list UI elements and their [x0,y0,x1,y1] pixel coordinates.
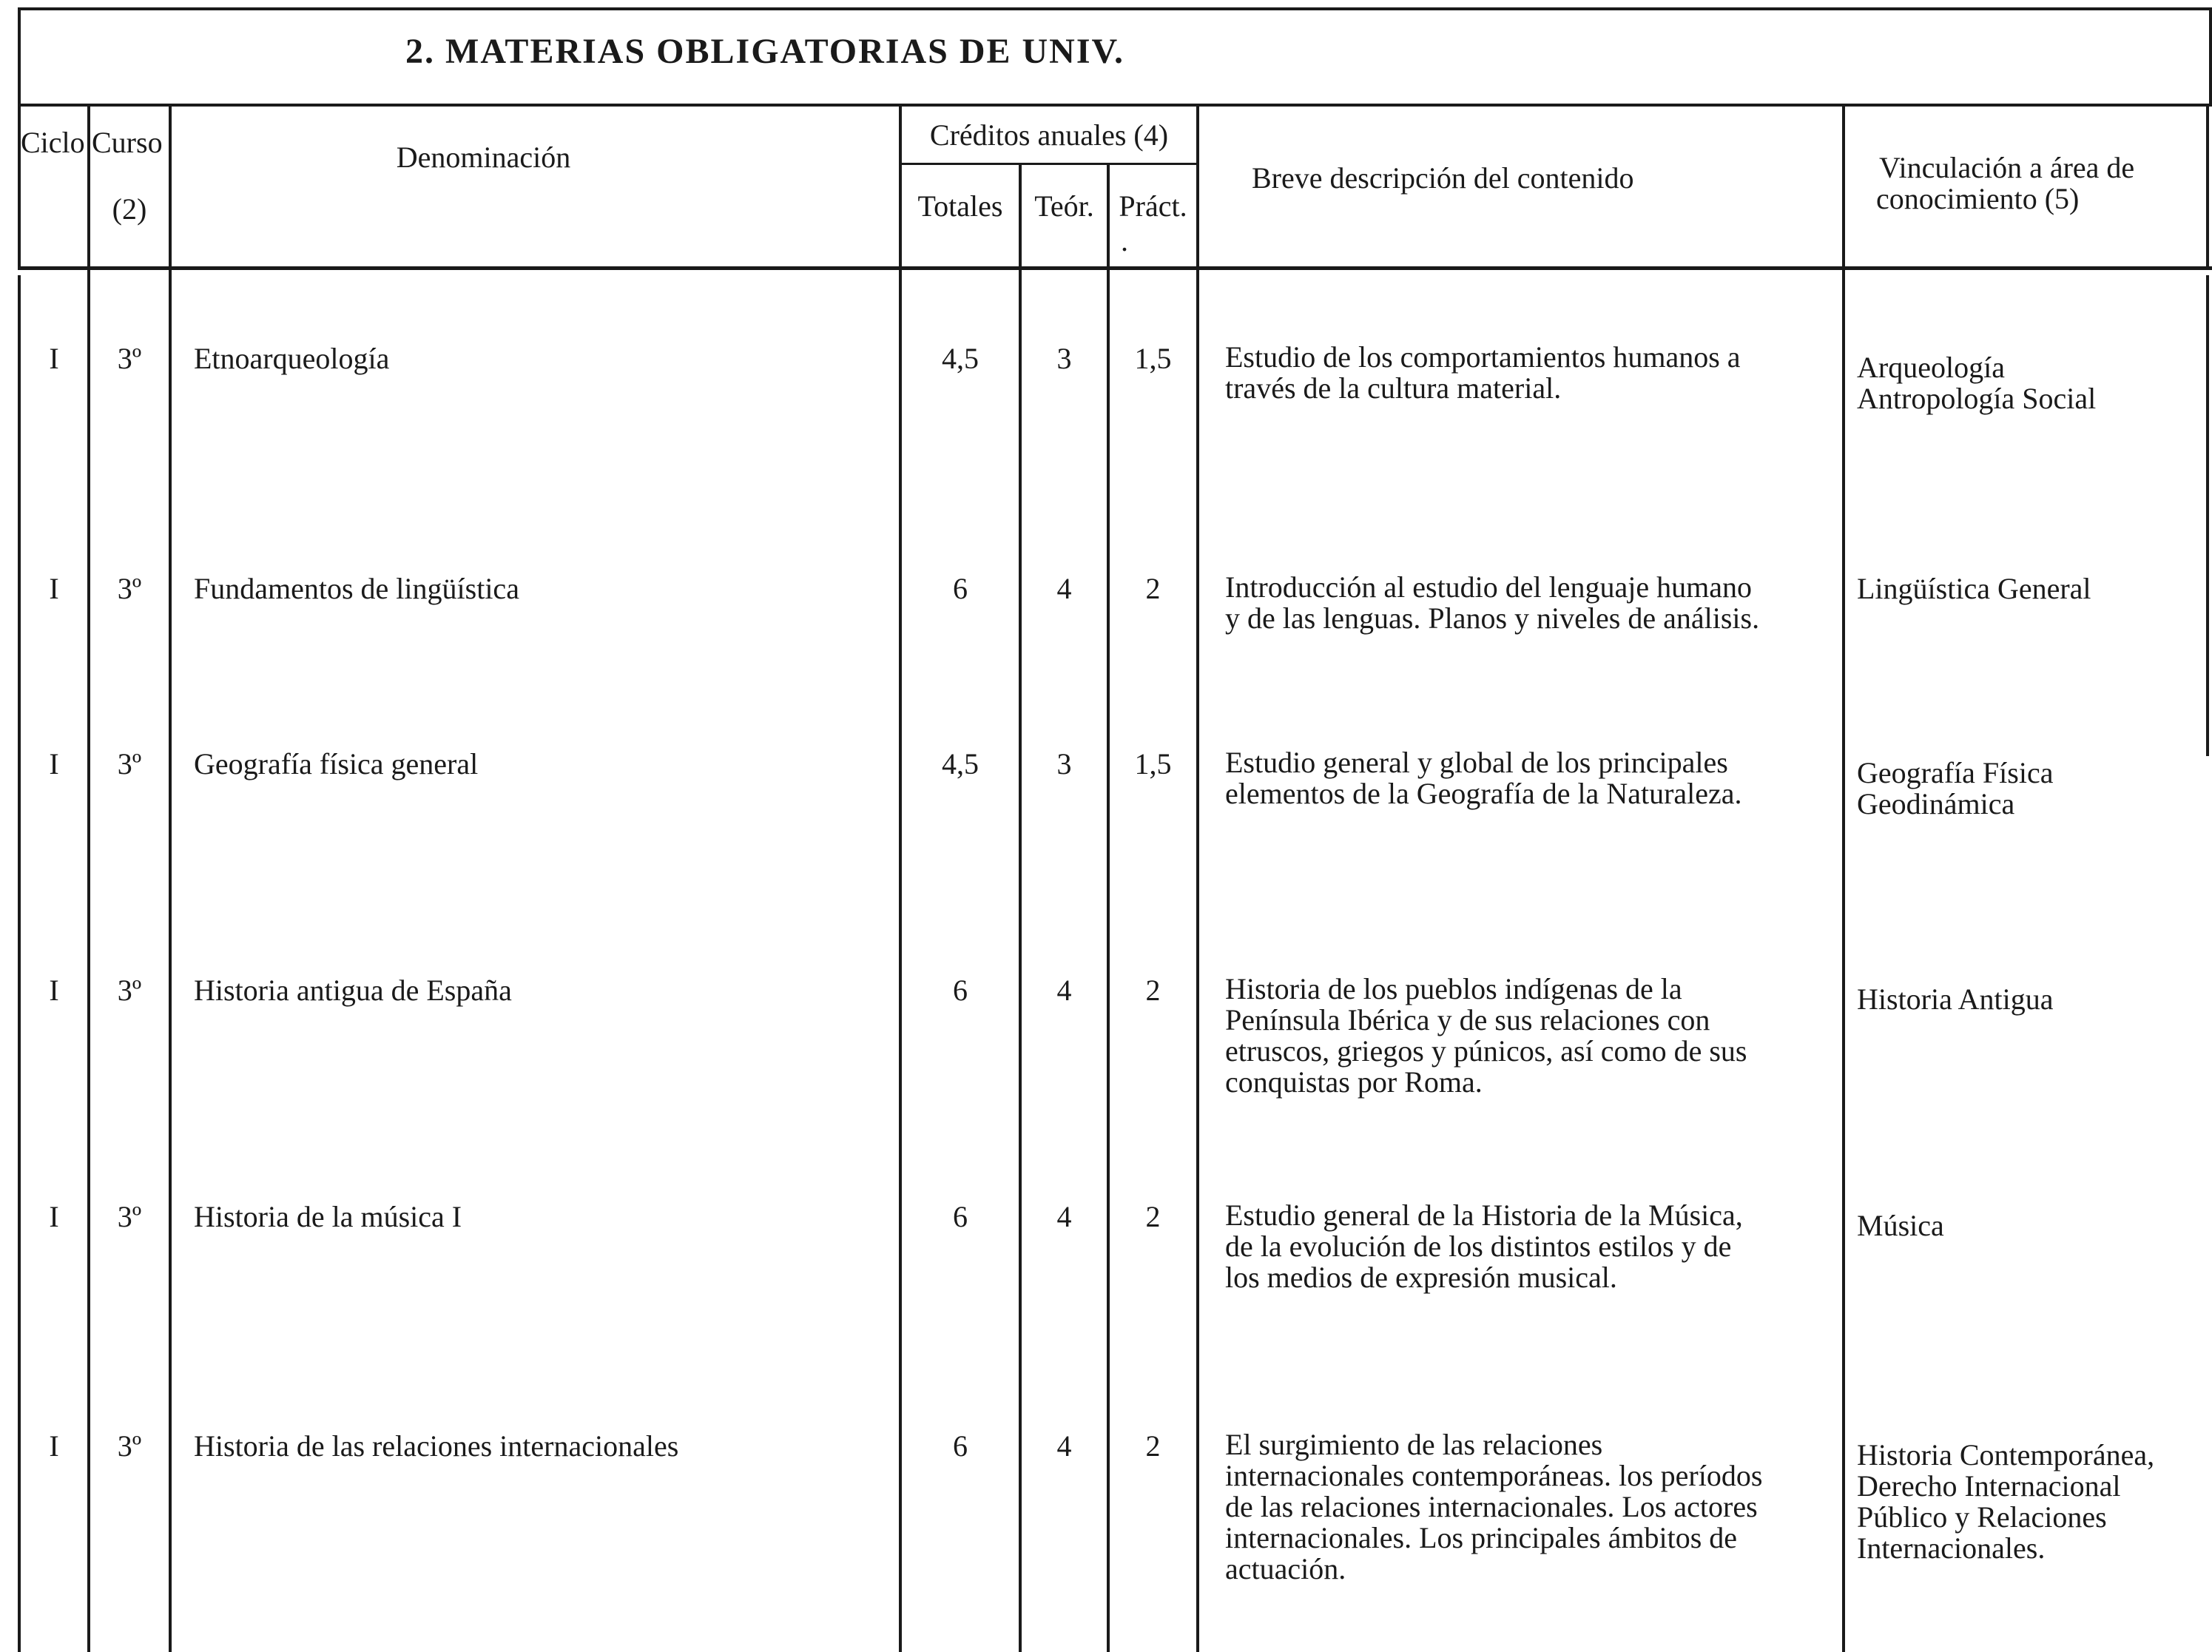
row-denominacion: Historia de las relaciones internacionales [194,1429,679,1463]
row-curso: 3º [117,572,142,605]
row-descripcion-line: conquistas por Roma. [1225,1065,1483,1099]
row-descripcion-line: elementos de la Geografía de la Naturaleza. [1225,777,1742,810]
row-area-line: Lingüística General [1857,572,2091,605]
rule-right-body [2206,275,2209,756]
row-descripcion-line: Península Ibérica y de sus relaciones con [1225,1003,1710,1036]
rule-creditos-split [899,163,1198,165]
row-ciclo: I [49,747,59,781]
row-descripcion-line: Estudio de los comportamientos humanos a [1225,340,1741,374]
header-curso: Curso [92,127,163,158]
rule-under-header [18,266,2212,270]
row-denominacion: Historia antigua de España [194,974,512,1007]
row-descripcion-line: El surgimiento de las relaciones [1225,1428,1603,1461]
header-pract-dot: . [1121,224,1128,257]
row-area-line: Derecho Internacional [1857,1469,2121,1503]
row-descripcion-line: internacionales contemporáneas. los períodos [1225,1459,1763,1492]
table-title: 2. MATERIAS OBLIGATORIAS DE UNIV. [405,32,1124,71]
row-descripcion-line: Estudio general de la Historia de la Música, [1225,1198,1743,1232]
row-area-line: Internacionales. [1857,1531,2046,1565]
header-ciclo: Ciclo [21,127,85,158]
row-curso: 3º [117,1200,142,1233]
row-descripcion-line: etruscos, griegos y púnicos, así como de sus [1225,1034,1747,1068]
header-denominacion: Denominación [396,141,571,174]
row-ciclo: I [49,1200,59,1233]
row-pract: 2 [1145,572,1161,605]
row-totales: 4,5 [942,342,979,375]
rule-under-title [18,104,2212,107]
rule-pract-descripcion [1196,104,1199,1652]
row-ciclo: I [49,1429,59,1463]
row-area-line: Geografía Física [1857,756,2054,789]
rule-curso-denominacion [169,104,172,1652]
row-area-line: Arqueología [1857,351,2005,384]
row-teor: 4 [1056,1200,1072,1233]
row-pract: 2 [1145,1200,1161,1233]
row-teor: 3 [1056,342,1072,375]
rule-teor-pract [1107,163,1110,1652]
header-creditos: Créditos anuales (4) [929,118,1169,152]
row-curso: 3º [117,342,142,375]
row-descripcion-line: Historia de los pueblos indígenas de la [1225,972,1682,1005]
row-totales: 6 [953,572,968,605]
row-descripcion-line: actuación. [1225,1552,1346,1585]
row-denominacion: Historia de la música I [194,1200,462,1233]
header-totales: Totales [917,189,1003,223]
row-area-line: Geodinámica [1857,787,2015,820]
row-descripcion-line: los medios de expresión musical. [1225,1261,1617,1294]
row-teor: 4 [1056,974,1072,1007]
row-descripcion-line: de las relaciones internacionales. Los actores [1225,1490,1758,1523]
row-pract: 1,5 [1134,747,1172,781]
row-ciclo: I [49,974,59,1007]
header-curso-note: (2) [112,192,147,226]
header-vinculacion-line1: Vinculación a área de [1879,151,2135,184]
rule-totales-teor [1019,163,1022,1652]
row-curso: 3º [117,1429,142,1463]
row-area-line: Antropología Social [1857,382,2097,415]
row-teor: 3 [1056,747,1072,781]
row-totales: 6 [953,1429,968,1463]
row-totales: 4,5 [942,747,979,781]
row-descripcion-line: de la evolución de los distintos estilos y de [1225,1230,1732,1263]
row-pract: 2 [1145,974,1161,1007]
header-descripcion: Breve descripción del contenido [1252,161,1634,195]
row-area-line: Público y Relaciones [1857,1500,2107,1534]
rule-right-edge [2206,104,2209,270]
row-area-line: Historia Contemporánea, [1857,1438,2155,1471]
row-denominacion: Geografía física general [194,747,479,781]
row-descripcion-line: Introducción al estudio del lenguaje humano [1225,570,1753,604]
row-totales: 6 [953,1200,968,1233]
row-descripcion-line: través de la cultura material. [1225,371,1562,405]
row-ciclo: I [49,572,59,605]
row-pract: 1,5 [1134,342,1172,375]
row-totales: 6 [953,974,968,1007]
row-teor: 4 [1056,572,1072,605]
rule-ciclo-curso [87,104,90,1652]
row-teor: 4 [1056,1429,1072,1463]
rule-descripcion-area [1842,104,1845,1652]
row-descripcion-line: Estudio general y global de los principales [1225,746,1728,779]
rule-denominacion-totales [899,104,902,1652]
row-curso: 3º [117,747,142,781]
header-pract: Práct. [1119,189,1187,223]
row-denominacion: Fundamentos de lingüística [194,572,519,605]
row-pract: 2 [1145,1429,1161,1463]
row-descripcion-line: y de las lenguas. Planos y niveles de análisis. [1225,601,1760,635]
row-curso: 3º [117,974,142,1007]
header-teor: Teór. [1034,189,1094,223]
row-ciclo: I [49,342,59,375]
row-descripcion-line: internacionales. Los principales ámbitos de [1225,1521,1738,1554]
row-area-line: Historia Antigua [1857,982,2054,1016]
header-vinculacion-line2: conocimiento (5) [1876,182,2080,215]
row-denominacion: Etnoarqueología [194,342,390,375]
row-area-line: Música [1857,1209,1944,1242]
